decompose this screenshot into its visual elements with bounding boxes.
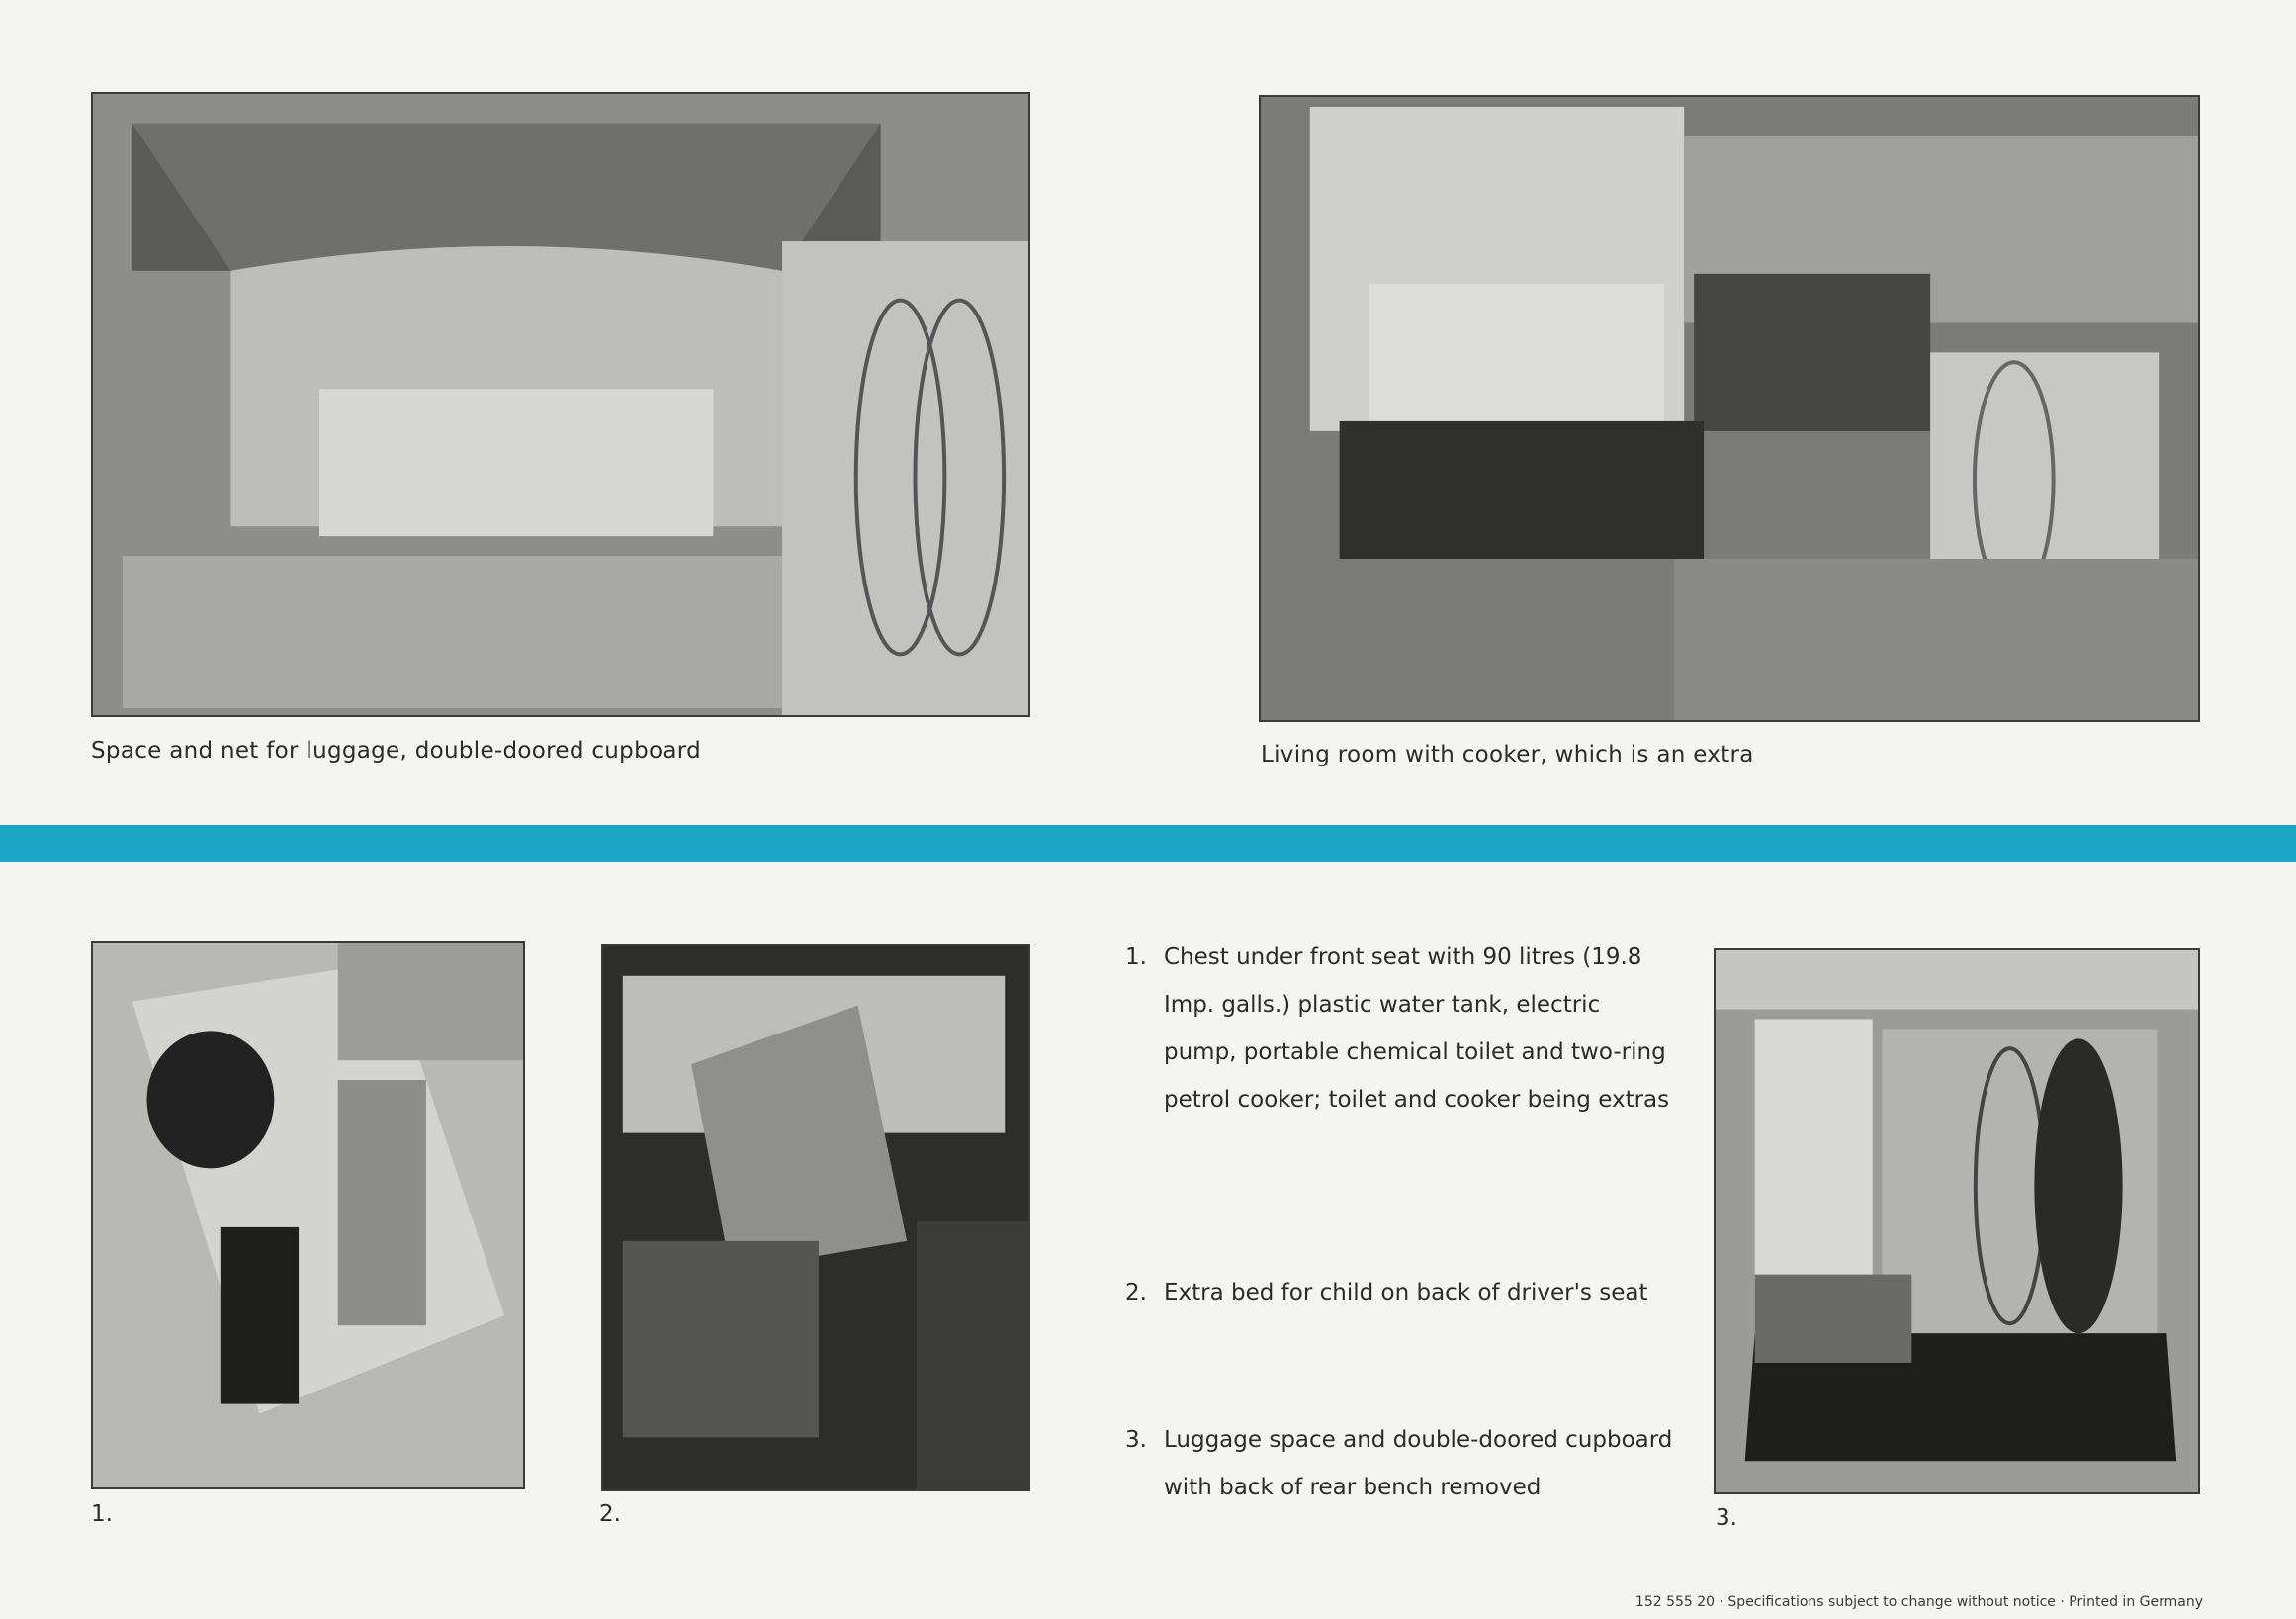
caption-luggage-space: Space and net for luggage, double-doored cupboard xyxy=(91,738,701,764)
photo-label-3: 3. xyxy=(1716,1505,1737,1531)
list-item-text: Extra bed for child on back of driver's seat xyxy=(1164,1280,1648,1305)
list-item-text: Luggage space and double-doored cupboard with back of rear bench removed xyxy=(1164,1427,1673,1500)
photo-label-1: 1. xyxy=(91,1501,113,1527)
photo-chest-under-seat xyxy=(91,941,525,1489)
caption-living-room: Living room with cooker, which is an extra xyxy=(1261,742,1754,767)
photo-label-2: 2. xyxy=(599,1501,621,1527)
photo-luggage-space xyxy=(91,92,1030,717)
photo-child-bed xyxy=(601,944,1030,1491)
list-item-text: Chest under front seat with 90 litres (19.8 Imp. galls.) plastic water tank, electric pump, portable chemical toilet and two-ring petrol cooker; toilet and cooker being extras xyxy=(1164,944,1670,1113)
list-item-number: 3. xyxy=(1125,1427,1147,1453)
list-item-number: 1. xyxy=(1125,944,1147,970)
photo-cupboard xyxy=(1714,948,2200,1494)
footer-note: 152 555 20 · Specifications subject to change without notice · Printed in Germany xyxy=(1634,1594,2203,1610)
photo-living-room xyxy=(1259,95,2200,722)
accent-band xyxy=(0,825,2296,862)
list-item-number: 2. xyxy=(1125,1280,1147,1305)
